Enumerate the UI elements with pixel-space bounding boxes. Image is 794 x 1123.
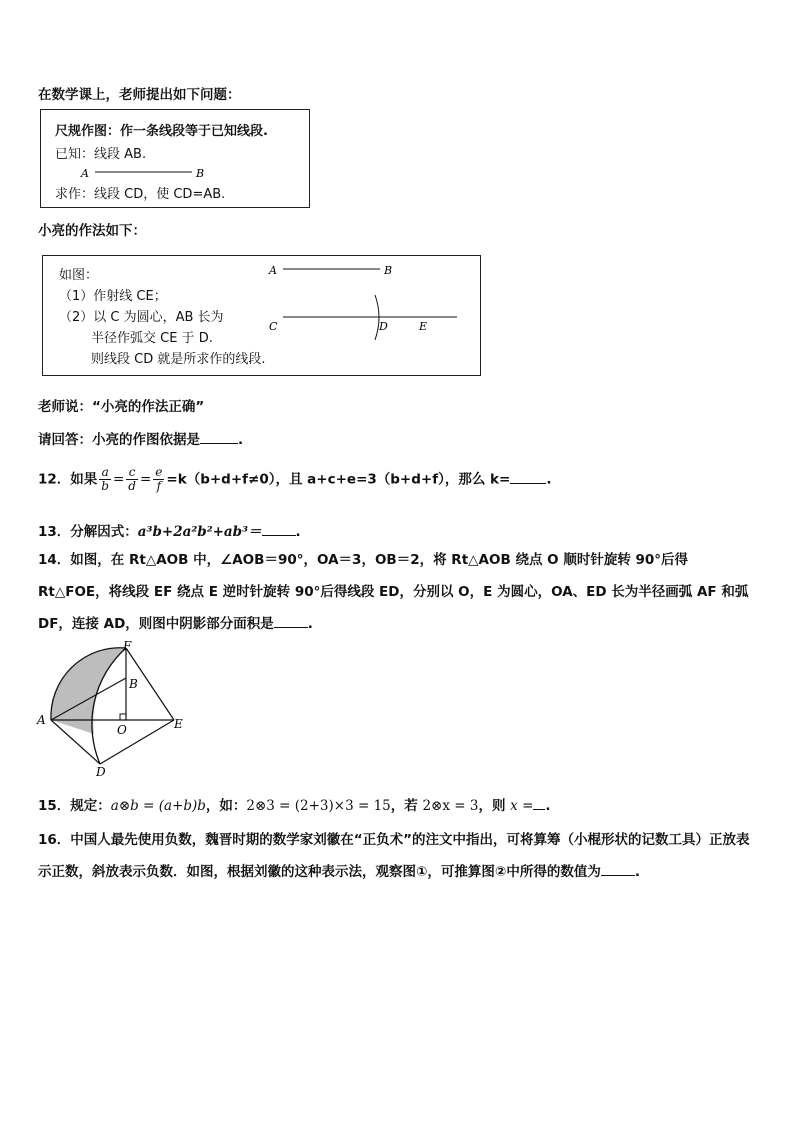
fig-label-d: D bbox=[379, 320, 388, 333]
q16-blank bbox=[601, 875, 635, 876]
q15-definition: a⊗b = (a+b)b bbox=[110, 798, 206, 814]
q15-prefix: 15．规定： bbox=[38, 798, 111, 814]
q14-end: . bbox=[307, 616, 313, 632]
fig-label-c: C bbox=[269, 320, 278, 333]
q13-blank bbox=[262, 535, 296, 536]
segment-ab-figure bbox=[77, 164, 217, 184]
q13-end: . bbox=[295, 524, 301, 540]
fig-label-e: E bbox=[419, 320, 428, 333]
q14-text: 14．如图，在 Rt△AOB 中，∠AOB＝90°，OA＝3，OB＝2，将 Rt△AOB 绕点 O 顺时针旋转 90°后得 Rt△FOE，将线段 EF 绕点 E 逆时针旋转 90°后得线段 ED，分别以 O，E 为圆心，OA、ED 长为半径画弧 AF 和弧 DF，连接 AD，则图中阴影部分面积是 bbox=[38, 552, 749, 632]
method-line-1: 如图： bbox=[59, 268, 99, 283]
ask-line bbox=[38, 428, 243, 448]
q16-text: 16．中国人最先使用负数，魏晋时期的数学家刘徽在“正负术”的注文中指出，可将算筹（小棍形状的记数工具）正放表示正数，斜放表示负数．如图，根据刘徽的这种表示法，观察图①，可推算图②中所得的数值为 bbox=[38, 832, 750, 880]
right-angle-mark bbox=[120, 714, 126, 720]
construction-figure bbox=[265, 260, 465, 340]
method-box bbox=[42, 255, 481, 376]
ask-end: . bbox=[238, 432, 244, 448]
answer-blank bbox=[200, 443, 238, 444]
frac1-num: a bbox=[99, 466, 111, 480]
problem-box bbox=[40, 109, 310, 208]
intro-text: 在数学课上，老师提出如下问题： bbox=[38, 87, 241, 103]
q13-expression: a³b+2a²b²+ab³＝ bbox=[137, 524, 262, 540]
method-line-2: （1）作射线 CE； bbox=[59, 289, 167, 304]
fig14-label-b: B bbox=[129, 677, 138, 691]
fraction-c-d bbox=[126, 466, 138, 493]
method-intro: 小亮的作法如下： bbox=[38, 223, 146, 239]
fig14-label-f: F bbox=[123, 640, 132, 653]
q15-cond: ，若 bbox=[390, 798, 423, 814]
q14-blank bbox=[274, 627, 308, 628]
q15-end: . bbox=[545, 798, 551, 814]
q12-end: . bbox=[546, 471, 552, 488]
question-12 bbox=[38, 466, 551, 493]
q15-blank bbox=[533, 809, 545, 810]
method-line-3: （2）以 C 为圆心，AB 长为 bbox=[59, 310, 224, 325]
label-b: B bbox=[196, 167, 205, 180]
fig-label-b: B bbox=[384, 264, 393, 277]
question-14 bbox=[38, 544, 760, 640]
fig14-label-o: O bbox=[117, 723, 127, 737]
question-15 bbox=[38, 794, 551, 814]
rotation-figure bbox=[34, 640, 194, 780]
fig14-label-d: D bbox=[96, 765, 106, 779]
q16-end: . bbox=[634, 864, 640, 880]
frac3-num: e bbox=[155, 465, 163, 479]
question-16 bbox=[38, 824, 760, 888]
fraction-e-f bbox=[153, 466, 164, 493]
frac2-num: c bbox=[126, 466, 138, 480]
problem-title: 尺规作图：作一条线段等于已知线段. bbox=[55, 124, 268, 139]
fraction-a-b bbox=[99, 466, 111, 493]
segment-ed bbox=[100, 720, 174, 764]
q15-given: 2⊗x = 3 bbox=[422, 798, 479, 814]
label-a: A bbox=[81, 167, 89, 180]
q12-blank bbox=[510, 483, 546, 484]
ask-text: 请回答：小亮的作图依据是 bbox=[38, 432, 200, 448]
q12-rest: =k（b+d+f≠0），且 a+c+e=3（b+d+f），那么 k= bbox=[166, 471, 511, 488]
q15-ask: ，则 bbox=[478, 798, 511, 814]
eq-sign-2: = bbox=[139, 471, 152, 488]
q12-prefix: 12．如果 bbox=[38, 471, 98, 488]
eq-sign-1: = bbox=[112, 471, 125, 488]
fig-label-a: A bbox=[269, 264, 277, 277]
q15-x: x = bbox=[510, 798, 534, 814]
frac1-den: b bbox=[101, 479, 109, 493]
q15-example: 2⊗3 = (2+3)×3 = 15 bbox=[246, 798, 391, 814]
q13-prefix: 13．分解因式： bbox=[38, 524, 138, 540]
method-line-5: 则线段 CD 就是所求作的线段. bbox=[91, 352, 266, 367]
teacher-comment: 老师说：“小亮的作法正确” bbox=[38, 399, 205, 415]
frac3-den: f bbox=[156, 479, 162, 493]
problem-given: 已知：线段 AB. bbox=[55, 147, 147, 162]
frac2-den: d bbox=[128, 479, 136, 493]
fig14-label-e: E bbox=[174, 717, 183, 731]
method-line-4: 半径作弧交 CE 于 D. bbox=[91, 331, 213, 346]
fig14-label-a: A bbox=[37, 713, 46, 727]
question-13 bbox=[38, 520, 301, 540]
problem-task: 求作：线段 CD，使 CD=AB. bbox=[55, 187, 226, 202]
q15-mid: ，如： bbox=[205, 798, 247, 814]
